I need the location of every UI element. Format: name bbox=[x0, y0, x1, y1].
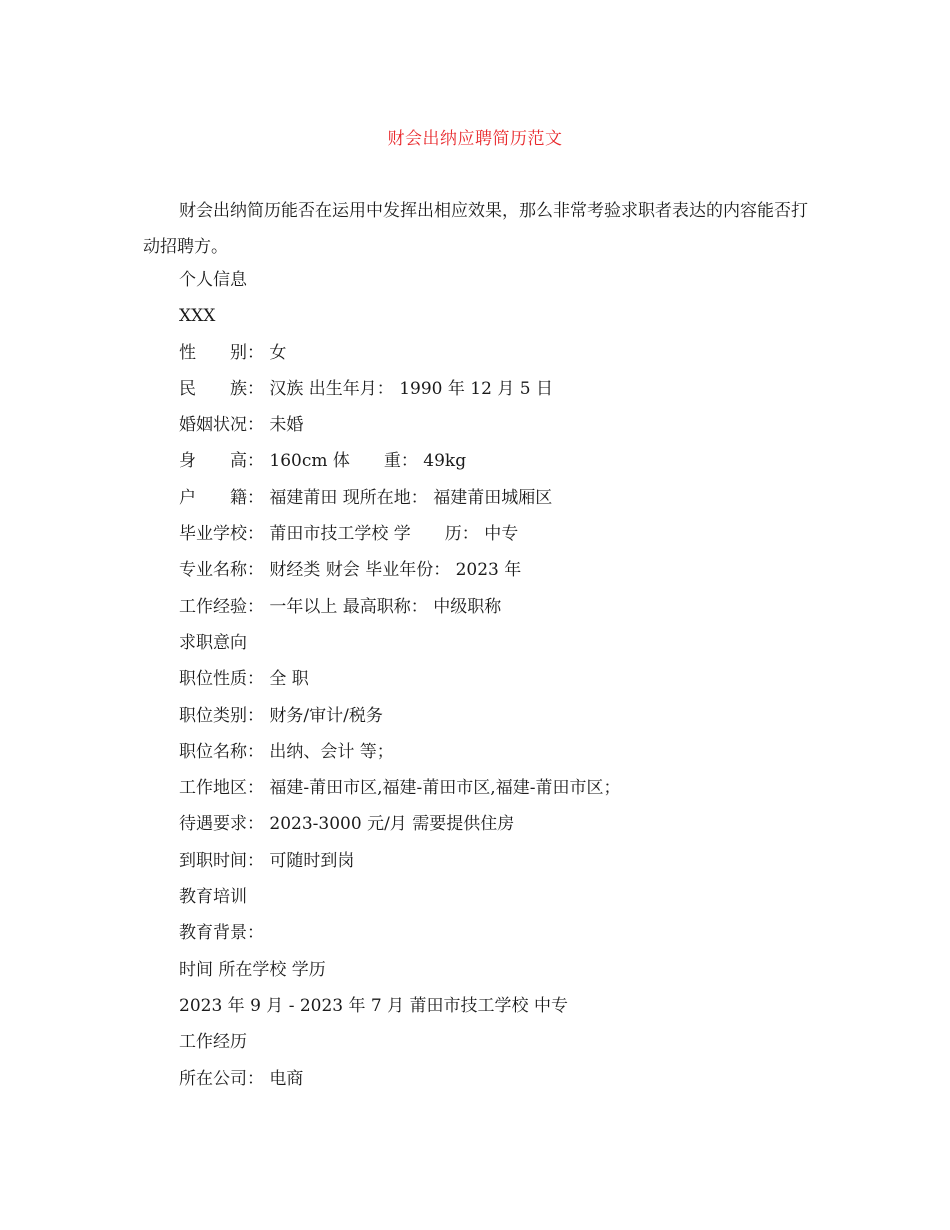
school-degree-line: 毕业学校： 莆田市技工学校 学 历： 中专 bbox=[179, 524, 519, 545]
section-heading-education: 教育培训 bbox=[179, 887, 247, 908]
experience-title-line: 工作经验： 一年以上 最高职称： 中级职称 bbox=[179, 596, 502, 617]
section-heading-work-history: 工作经历 bbox=[179, 1032, 247, 1053]
gender-line: 性 别： 女 bbox=[179, 342, 287, 363]
marital-status-line: 婚姻状况： 未婚 bbox=[179, 415, 304, 436]
document-title: 财会出纳应聘简历范文 bbox=[387, 129, 563, 149]
education-background-label: 教育背景： bbox=[179, 923, 264, 944]
education-entry: 2023 年 9 月 - 2023 年 7 月 莆田市技工学校 中专 bbox=[179, 995, 568, 1016]
resume-lines bbox=[179, 262, 819, 1097]
intro-paragraph: 财会出纳简历能否在运用中发挥出相应效果，那么非常考验求职者表达的内容能否打动招聘方。 bbox=[143, 201, 808, 257]
hometown-residence-line: 户 籍： 福建莆田 现所在地： 福建莆田城厢区 bbox=[179, 487, 553, 508]
name-line: XXX bbox=[179, 306, 216, 327]
job-nature-line: 职位性质： 全 职 bbox=[179, 669, 309, 690]
start-time-line: 到职时间： 可随时到岗 bbox=[179, 850, 355, 871]
work-area-line: 工作地区： 福建-莆田市区,福建-莆田市区,福建-莆田市区； bbox=[179, 778, 621, 799]
company-line: 所在公司： 电商 bbox=[179, 1068, 304, 1089]
job-title-line: 职位名称： 出纳、会计 等； bbox=[179, 741, 394, 762]
major-graduation-line: 专业名称： 财经类 财会 毕业年份： 2023 年 bbox=[179, 560, 522, 581]
height-weight-line: 身 高： 160cm 体 重： 49kg bbox=[179, 451, 467, 472]
salary-line: 待遇要求： 2023-3000 元/月 需要提供住房 bbox=[179, 814, 515, 835]
ethnicity-birth-line: 民 族： 汉族 出生年月： 1990 年 12 月 5 日 bbox=[179, 378, 553, 399]
section-heading-job-intention: 求职意向 bbox=[179, 632, 247, 653]
section-heading-personal-info: 个人信息 bbox=[179, 270, 247, 290]
education-table-header: 时间 所在学校 学历 bbox=[179, 959, 326, 980]
job-category-line: 职位类别： 财务/审计/税务 bbox=[179, 705, 383, 726]
